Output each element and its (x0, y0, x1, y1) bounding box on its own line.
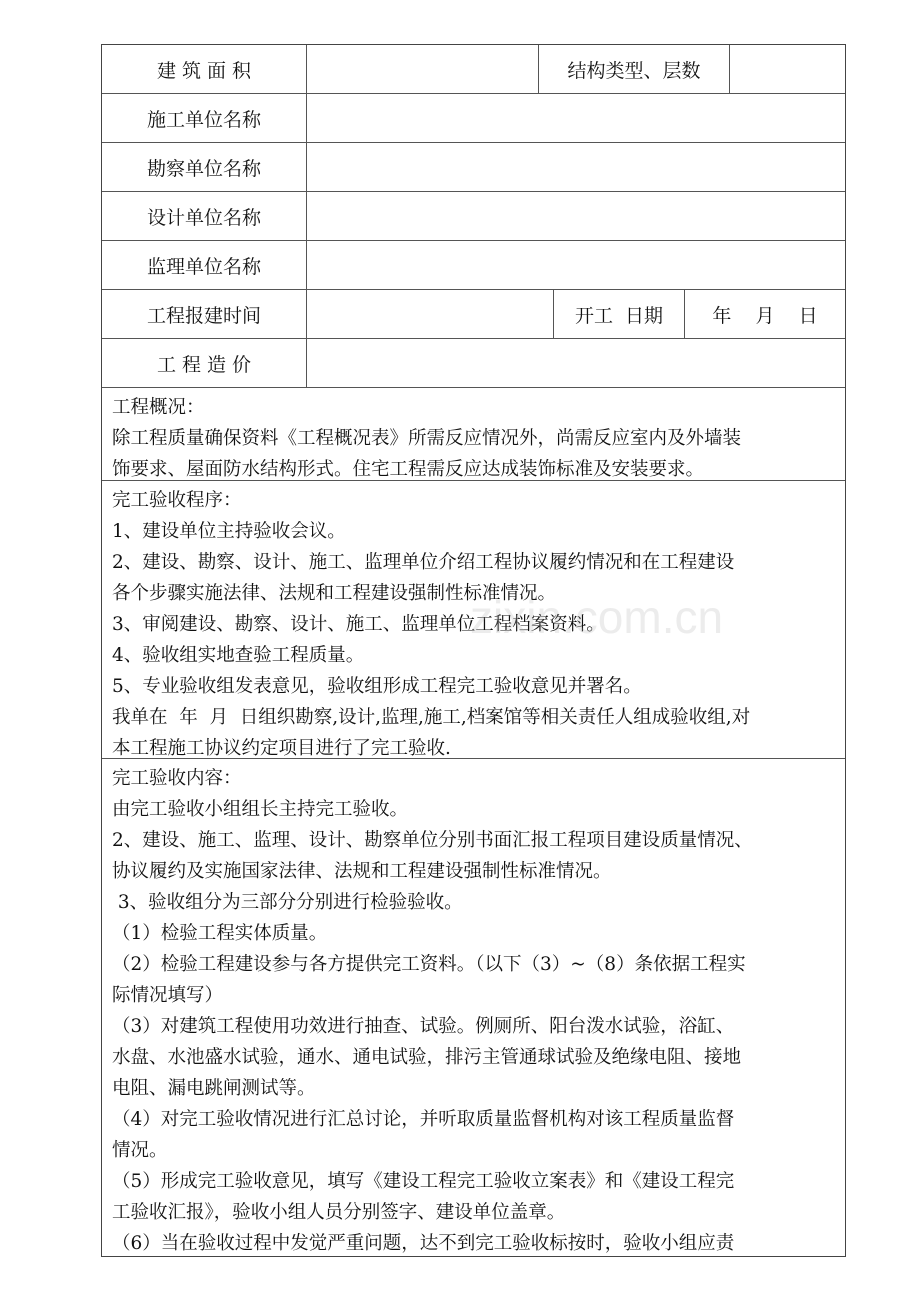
content-line: 3、验收组分为三部分分别进行检验验收。 (112, 892, 463, 913)
registration-time-value[interactable] (307, 290, 554, 338)
procedure-line: 4、验收组实地查验工程质量。 (112, 645, 365, 666)
procedure-line: 本工程施工协议约定项目进行了完工验收. (112, 738, 451, 759)
project-info-table (101, 44, 846, 1257)
content-line: 2、建设、施工、监理、设计、勘察单位分别书面汇报工程项目建设质量情况、 (112, 830, 753, 851)
project-cost-label: 工 程 造 价 (102, 339, 307, 387)
structure-type-value[interactable] (730, 45, 845, 93)
content-line: 电阻、漏电跳闸测试等。 (112, 1078, 316, 1099)
row-design-unit (102, 192, 845, 241)
procedure-line: 3、审阅建设、勘察、设计、施工、监理单位工程档案资料。 (112, 614, 605, 635)
supervision-unit-value[interactable] (307, 241, 845, 289)
start-date-label: 开工 日期 (554, 290, 685, 338)
supervision-unit-label: 监理单位名称 (102, 241, 307, 289)
content-line: （3）对建筑工程使用功效进行抽查、试验。例厕所、阳台泼水试验，浴缸、 (112, 1016, 735, 1037)
row-construction-unit (102, 94, 845, 143)
project-overview-section (102, 388, 845, 481)
construction-unit-value[interactable] (307, 94, 845, 142)
content-line: （6）当在验收过程中发觉严重问题，达不到完工验收标按时，验收小组应责 (112, 1233, 735, 1254)
content-line: （2）检验工程建设参与各方提供完工资料。（以下（3）~（8）条依据工程实 (112, 954, 746, 975)
procedure-line: 1、建设单位主持验收会议。 (112, 521, 346, 542)
overview-heading: 工程概况： (112, 397, 205, 418)
content-line: 水盘、水池盛水试验，通水、通电试验，排污主管通球试验及绝缘电阻、接地 (112, 1047, 742, 1068)
content-heading: 完工验收内容： (112, 768, 242, 789)
procedure-line: 5、专业验收组发表意见，验收组形成工程完工验收意见并署名。 (112, 676, 642, 697)
content-line: 协议履约及实施国家法律、法规和工程建设强制性标准情况。 (112, 861, 612, 882)
content-line: 由完工验收小组组长主持完工验收。 (112, 799, 409, 820)
building-area-value[interactable] (307, 45, 539, 93)
building-area-label: 建 筑 面 积 (102, 45, 307, 93)
content-line: （4）对完工验收情况进行汇总讨论，并听取质量监督机构对该工程质量监督 (112, 1109, 735, 1130)
project-cost-value[interactable] (307, 339, 845, 387)
construction-unit-label: 施工单位名称 (102, 94, 307, 142)
procedure-line: 各个步骤实施法律、法规和工程建设强制性标准情况。 (112, 583, 557, 604)
row-supervision-unit (102, 241, 845, 290)
start-date-value[interactable]: 年 月 日 (712, 304, 818, 327)
overview-line: 除工程质量确保资料《工程概况表》所需反应情况外，尚需反应室内及外墙装 (112, 428, 742, 449)
content-line: （5）形成完工验收意见，填写《建设工程完工验收立案表》和《建设工程完 (112, 1171, 735, 1192)
row-registration-time (102, 290, 845, 339)
overview-line: 饰要求、屋面防水结构形式。住宅工程需反应达成装饰标准及安装要求。 (112, 459, 705, 480)
content-line: 工验收汇报》，验收小组人员分别签字、建设单位盖章。 (112, 1202, 566, 1223)
survey-unit-label: 勘察单位名称 (102, 143, 307, 191)
row-project-cost (102, 339, 845, 388)
procedure-line: 2、建设、勘察、设计、施工、监理单位介绍工程协议履约情况和在工程建设 (112, 552, 735, 573)
structure-type-label: 结构类型、层数 (539, 45, 730, 93)
row-building-area (102, 45, 845, 94)
design-unit-label: 设计单位名称 (102, 192, 307, 240)
procedure-line: 我单在 年 月 日组织勘察,设计,监理,施工,档案馆等相关责任人组成验收组,对 (112, 707, 751, 728)
row-survey-unit (102, 143, 845, 192)
design-unit-value[interactable] (307, 192, 845, 240)
watermark: zixin.com.cn (470, 591, 724, 643)
content-line: （1）检验工程实体质量。 (112, 923, 328, 944)
registration-time-label: 工程报建时间 (102, 290, 307, 338)
content-line: 情况。 (112, 1140, 168, 1161)
completion-content-section (102, 759, 845, 1256)
procedure-heading: 完工验收程序： (112, 490, 242, 511)
content-line: 际情况填写） (112, 985, 224, 1006)
survey-unit-value[interactable] (307, 143, 845, 191)
